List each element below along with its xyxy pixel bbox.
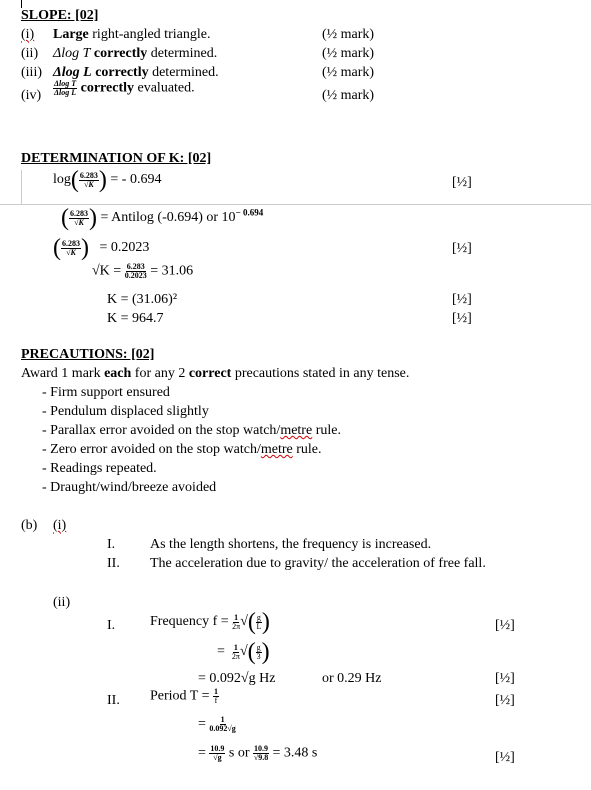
ratio-equation: ( $\frac{6.283}{√K}$ ) = 0.2023 <box>53 235 150 261</box>
k-squared: K = (31.06)² <box>107 292 178 307</box>
precautions-heading: PRECAUTIONS: [02] <box>21 347 155 362</box>
frequency-result: = 0.092√g Hz <box>198 671 276 686</box>
period-equation: Period T = $\frac{1}{f}$ <box>150 687 218 705</box>
period-substitution: = $\frac{1}{0.092√g}$ <box>198 715 236 733</box>
precaution-item: - Zero error avoided on the stop watch/metre rule. <box>42 442 322 457</box>
frequency-equation: Frequency f = $\frac{1}{2\pi}$ √( $\frac{g}{L}$ ) <box>150 609 270 635</box>
sqrtk-equation: √K = $\frac{6.283}{0.2023}$ = 31.06 <box>92 262 194 280</box>
k-value: K = 964.7 <box>107 311 164 326</box>
precaution-item: - Pendulum displaced slightly <box>42 404 209 419</box>
slope-item-3-mark: (½ mark) <box>322 65 375 80</box>
part-b-ii-label: (ii) <box>53 595 71 610</box>
precaution-item: - Parallax error avoided on the stop watch/metre rule. <box>42 423 341 438</box>
mark-4: [½] <box>452 311 472 326</box>
part-b-i-label: (i) <box>53 518 67 533</box>
slope-item-4-mark: (½ mark) <box>322 88 375 103</box>
slope-item-1-num: (i) <box>21 27 35 42</box>
slope-fraction: $\frac{\text{Δlog T}}{\text{Δlog L}}$ <box>54 79 77 97</box>
b-i-item-2-num: II. <box>107 556 120 571</box>
mark-5: [½] <box>495 618 515 633</box>
precaution-item: - Draught/wind/breeze avoided <box>42 480 217 495</box>
slope-item-2-num: (ii) <box>21 46 39 61</box>
frequency-substitution: = $\frac{1}{2\pi}$ √( $\frac{g}{3}$ ) <box>217 639 270 665</box>
slope-item-2-mark: (½ mark) <box>322 46 375 61</box>
log-equation: log( $\frac{6.283}{√K}$ ) = - 0.694 <box>53 167 162 193</box>
slope-item-1-mark: (½ mark) <box>322 27 375 42</box>
mark-1: [½] <box>452 175 472 190</box>
frequency-alt: or 0.29 Hz <box>322 671 382 686</box>
b-i-item-2-text: The acceleration due to gravity/ the acceleration of free fall. <box>150 556 486 571</box>
b-i-item-1-text: As the length shortens, the frequency is increased. <box>150 537 432 552</box>
slope-item-4-num: (iv) <box>21 88 42 103</box>
b-i-item-1-num: I. <box>107 537 116 552</box>
slope-item-1-text: Large right-angled triangle. <box>53 27 211 42</box>
slope-item-3-text: Δlog L correctly determined. <box>53 65 219 80</box>
mark-3: [½] <box>452 292 472 307</box>
vertical-line <box>21 170 22 204</box>
mark-6: [½] <box>495 671 515 686</box>
precautions-intro: Award 1 mark each for any 2 correct precautions stated in any tense. <box>21 366 410 381</box>
determination-heading: DETERMINATION OF K: [02] <box>21 151 212 166</box>
part-b-label: (b) <box>21 518 38 533</box>
antilog-equation: ( $\frac{6.283}{√K}$ ) = Antilog (-0.694) or $10^{- 0.694}$ <box>61 205 264 231</box>
mark-7: [½] <box>495 693 515 708</box>
mark-8: [½] <box>495 750 515 765</box>
slope-item-2-text: Δlog T correctly determined. <box>53 46 218 61</box>
precaution-item: - Readings repeated. <box>42 461 157 476</box>
b-ii-II-num: II. <box>107 693 120 708</box>
cursor-line <box>21 0 22 8</box>
mark-2: [½] <box>452 241 472 256</box>
precaution-item: - Firm support ensured <box>42 385 170 400</box>
slope-item-3-num: (iii) <box>21 65 42 80</box>
slope-heading: SLOPE: [02] <box>21 8 99 23</box>
b-ii-I-num: I. <box>107 618 116 633</box>
slope-item-4-text: $\frac{\text{Δlog T}}{\text{Δlog L}}$ correctly evaluated. <box>54 79 195 97</box>
period-result: = $\frac{10.9}{√g}$ s or $\frac{10.9}{√9.8}$ = 3.48 s <box>198 744 318 762</box>
